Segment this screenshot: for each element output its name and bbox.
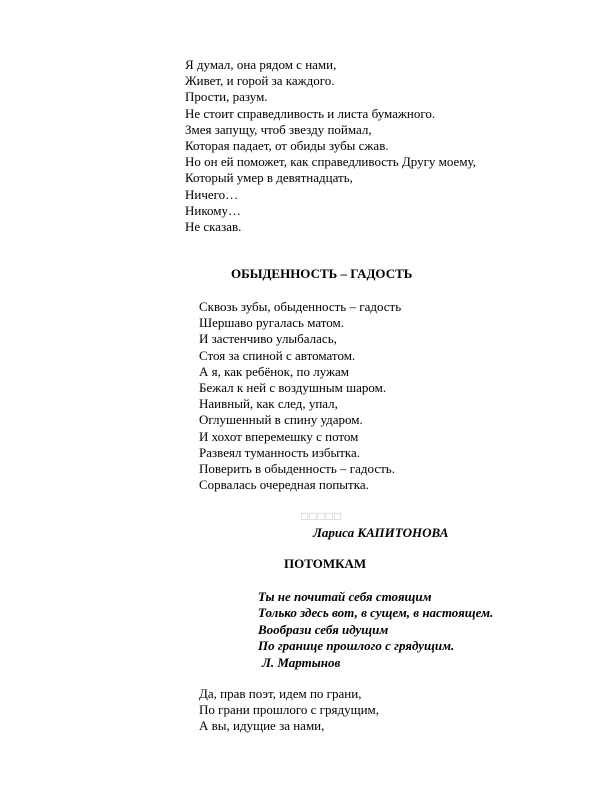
- poem-potomkam: [199, 686, 379, 735]
- poem-line: Я думал, она рядом с нами,: [185, 57, 337, 72]
- poem-line: Бежал к ней с воздушным шаром.: [199, 380, 387, 396]
- poem-line: Поверить в обыденность – гадость.: [199, 461, 395, 477]
- epigraph-line: Вообрази себя идущим: [258, 621, 389, 637]
- epigraph: [258, 589, 493, 671]
- poem-line: По грани прошлого с грядущим,: [199, 702, 380, 718]
- poem-line: И застенчиво улыбалась,: [199, 331, 337, 347]
- epigraph-line: По границе прошлого с грядущим.: [258, 638, 455, 654]
- poem-obydennost: [199, 299, 401, 493]
- poem-line: Сорвалась очередная попытка.: [199, 477, 369, 493]
- poem-title-obydennost: ОБЫДЕННОСТЬ – ГАДОСТЬ: [231, 266, 413, 281]
- poem-line: Стоя за спиной с автоматом.: [199, 347, 356, 363]
- poem-line: Сквозь зубы, обыденность – гадость: [199, 299, 402, 314]
- poem-line: Наивный, как след, упал,: [199, 396, 338, 412]
- author-name: Лариса КАПИТОНОВА: [313, 525, 449, 540]
- epigraph-author: Л. Мартынов: [262, 654, 341, 670]
- poem-title-potomkam: ПОТОМКАМ: [284, 556, 367, 571]
- poem-line: Змея запущу, чтоб звезду поймал,: [185, 121, 372, 137]
- poem-first: [185, 57, 476, 235]
- poem-line: Прости, разум.: [185, 89, 268, 105]
- poem-line: Никому…: [185, 202, 241, 218]
- epigraph-line: Ты не почитай себя стоящим: [258, 589, 432, 604]
- poem-line: Оглушенный в спину ударом.: [199, 412, 363, 428]
- poem-line: Шершаво ругалась матом.: [199, 315, 345, 331]
- section-separator: □□□□□: [301, 509, 343, 523]
- poem-line: А вы, идущие за нами,: [199, 718, 325, 734]
- poem-line: Не стоит справедливость и листа бумажного.: [185, 105, 436, 121]
- poem-line: Который умер в девятнадцать,: [185, 170, 353, 186]
- epigraph-line: Только здесь вот, в сущем, в настоящем.: [258, 605, 494, 621]
- poem-line: Но он ей поможет, как справедливость Другу моему,: [185, 154, 477, 170]
- poem-line: Развеял туманность избытка.: [199, 444, 361, 460]
- poem-line: Живет, и горой за каждого.: [185, 73, 335, 89]
- poem-line: Которая падает, от обиды зубы сжав.: [185, 138, 389, 154]
- poem-line: Не сказав.: [185, 219, 242, 235]
- poem-line: И хохот вперемешку с потом: [199, 428, 359, 444]
- poem-line: А я, как ребёнок, по лужам: [199, 363, 350, 379]
- poem-line: Ничего…: [185, 186, 239, 202]
- poem-line: Да, прав поэт, идем по грани,: [199, 686, 362, 701]
